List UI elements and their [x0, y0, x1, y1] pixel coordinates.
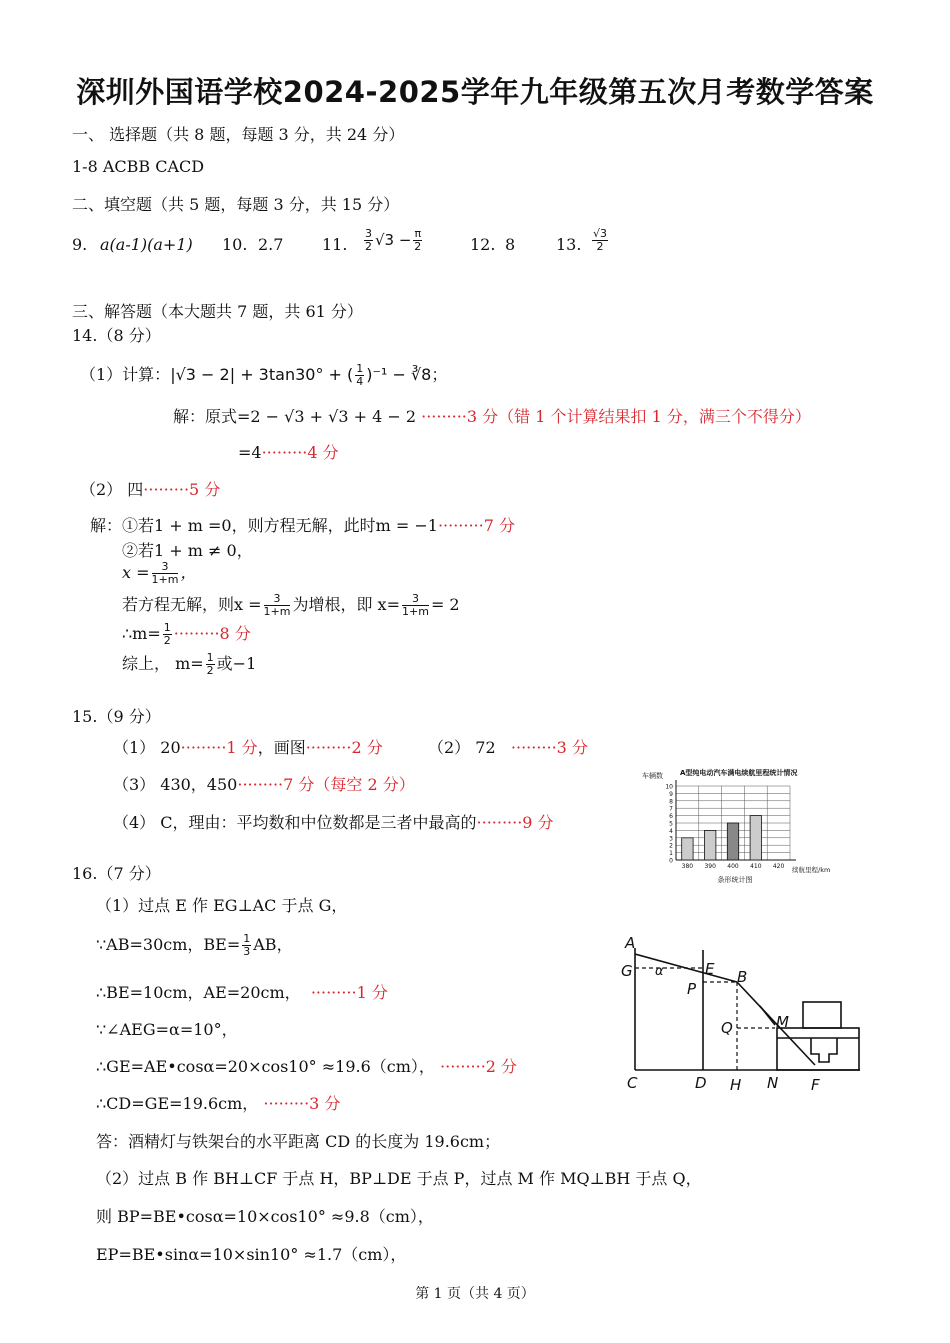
label-Q: Q	[721, 1019, 733, 1037]
bar	[750, 816, 761, 860]
q11-number: 11.	[322, 235, 348, 254]
label-F: F	[811, 1076, 820, 1094]
bar	[682, 838, 693, 860]
q13-answer: $\frac{√3}{2}$	[593, 227, 608, 253]
range-bar-chart	[640, 764, 840, 888]
label-H: H	[730, 1076, 742, 1094]
q15-row1-part2: （2） 72 ·········3 分	[428, 738, 588, 757]
q14-part2-line4: 若方程无解，则x = $\frac{3}{1+m}$ 为增根，即 x= $\frac{3}{1+m}$ = 2	[122, 592, 460, 618]
q16-line2: ∵AB=30cm，BE= $\frac{1}{3}$ AB，	[96, 932, 293, 958]
q10-answer: 2.7	[258, 235, 284, 254]
x-tick-label: 390	[704, 863, 716, 870]
y-tick-label: 6	[669, 813, 673, 821]
label-N: N	[767, 1074, 779, 1092]
page-footer: 第 1 页（共 4 页）	[415, 1286, 535, 1302]
label-E: E	[705, 960, 715, 978]
y-tick-label: 2	[669, 842, 673, 850]
q14-part2-line3: x = $\frac{3}{1+m}$ ，	[122, 560, 197, 586]
q12-answer: 8	[505, 235, 516, 254]
x-tick-label: 380	[681, 863, 694, 870]
q14-solution-line2: =4·········4 分	[238, 443, 339, 462]
y-tick-label: 4	[669, 827, 673, 835]
y-tick-label: 7	[669, 805, 673, 813]
q15-header: 15.（9 分）	[72, 707, 161, 726]
q14-part1-question: （1）计算：|√3 − 2| + 3tan30° + ( $\frac{1}{4}$ )⁻¹ − ∛8；	[80, 362, 448, 388]
q16-line4: ∵∠AEG=α=10°，	[96, 1020, 238, 1039]
q14-solution-line1: 解：原式=2 − √3 + √3 + 4 − 2 ·········3 分（错 1 个计算结果扣 1 分，满三个不得分）	[173, 407, 811, 426]
x-tick-label: 400	[727, 863, 739, 870]
q14-part2-line5: ∴m= $\frac{1}{2}$ ·········8 分	[122, 621, 251, 647]
q14-part2-line6: 综上， m= $\frac{1}{2}$ 或−1	[122, 651, 257, 677]
q11-answer: $\frac{3}{2}$ √3 − $\frac{\pi}{2}$	[365, 227, 422, 253]
y-tick-label: 3	[669, 835, 673, 843]
geometry-figure	[615, 930, 870, 1095]
bar	[705, 830, 716, 860]
label-P: P	[687, 980, 697, 998]
q16-line7: 答：酒精灯与铁架台的水平距离 CD 的长度为 19.6cm；	[96, 1132, 501, 1151]
q16-line8: （2）过点 B 作 BH⊥CF 于点 H，BP⊥DE 于点 P，过点 M 作 MQ⊥BH 于点 Q，	[96, 1169, 702, 1188]
q16-line5: ∴GE=AE•cosα=20×cos10° ≈19.6（cm）， ·········2 分	[96, 1057, 518, 1076]
q14-part2-answer: （2） 四·········5 分	[80, 480, 221, 499]
x-tick-label: 420	[772, 863, 785, 870]
q10-number: 10.	[222, 235, 248, 254]
y-tick-label: 9	[669, 790, 673, 798]
q16-line6: ∴CD=GE=19.6cm， ·········3 分	[96, 1094, 341, 1113]
q16-line1: （1）过点 E 作 EG⊥AC 于点 G，	[96, 896, 348, 915]
q16-header: 16.（7 分）	[72, 864, 161, 883]
label-G: G	[621, 962, 633, 980]
y-tick-label: 5	[669, 820, 673, 828]
label-C: C	[627, 1074, 638, 1092]
q9-number: 9.	[72, 235, 88, 254]
q13-number: 13.	[556, 235, 582, 254]
q9-answer: a(a-1)(a+1)	[100, 235, 193, 254]
y-axis-label: 车辆数	[642, 772, 663, 780]
label-M: M	[776, 1013, 789, 1031]
x-axis-label: 续航里程/km	[792, 866, 831, 874]
q16-line3: ∴BE=10cm，AE=20cm， ·········1 分	[96, 983, 388, 1002]
q16-line10: EP=BE•sinα=10×sin10° ≈1.7（cm），	[96, 1245, 407, 1264]
y-tick-label: 0	[669, 857, 673, 865]
y-tick-label: 10	[665, 783, 673, 791]
chart-title: A型纯电动汽车满电续航里程统计情况	[680, 769, 798, 777]
label-D: D	[695, 1074, 707, 1092]
q14-part2-line2: ②若1 + m ≠ 0，	[122, 541, 253, 560]
chart-caption: 条形统计图	[717, 876, 753, 884]
section2-heading: 二、填空题（共 5 题，每题 3 分，共 15 分）	[72, 195, 400, 214]
label-alpha: α	[655, 964, 664, 979]
q14-header: 14.（8 分）	[72, 326, 161, 345]
section1-heading: 一、 选择题（共 8 题，每题 3 分，共 24 分）	[72, 125, 405, 144]
bar	[727, 823, 738, 860]
q15-row1: （1） 20·········1 分，画图·········2 分	[113, 738, 383, 757]
q12-number: 12.	[470, 235, 496, 254]
section3-heading: 三、解答题（本大题共 7 题，共 61 分）	[72, 302, 363, 321]
label-B: B	[737, 968, 748, 986]
x-tick-label: 410	[750, 863, 762, 870]
q14-part2-line1: 解：①若1 + m =0，则方程无解，此时m = −1·········7 分	[90, 516, 515, 535]
y-tick-label: 8	[669, 798, 673, 806]
page-title: 深圳外国语学校2024-2025学年九年级第五次月考数学答案	[76, 75, 874, 109]
q16-line9: 则 BP=BE•cosα=10×cos10° ≈9.8（cm），	[96, 1207, 434, 1226]
label-A: A	[625, 934, 636, 952]
y-tick-label: 1	[669, 850, 673, 858]
q15-row3: （4） C，理由：平均数和中位数都是三者中最高的·········9 分	[113, 813, 554, 832]
q15-row2: （3） 430，450·········7 分（每空 2 分）	[113, 775, 415, 794]
section1-answers: 1-8 ACBB CACD	[72, 157, 205, 176]
